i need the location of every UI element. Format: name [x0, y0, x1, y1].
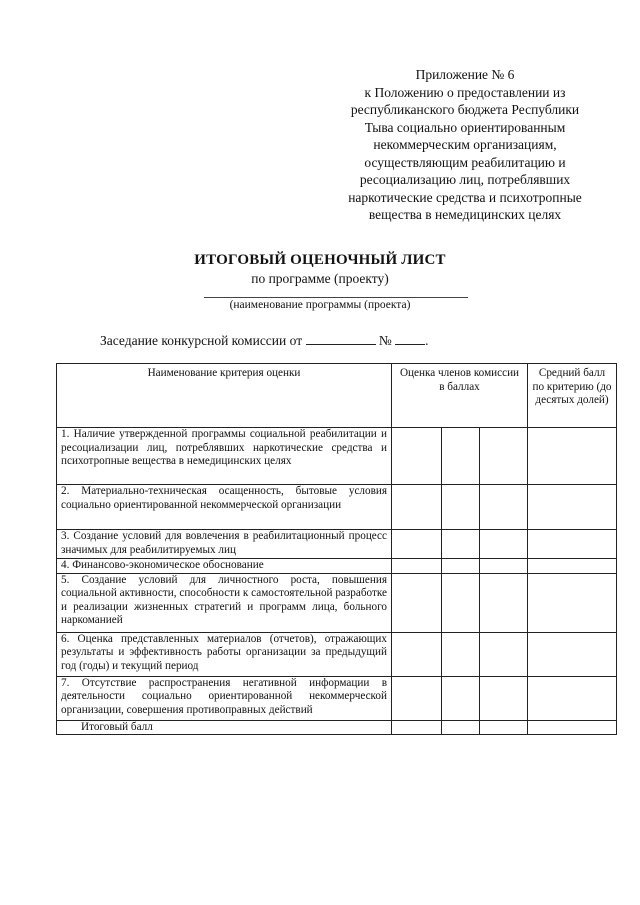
score-cell [442, 573, 480, 632]
meeting-number-blank [395, 332, 425, 345]
appendix-line: некоммерческим организациям, [373, 137, 557, 152]
appendix-line: Приложение № 6 [415, 67, 515, 82]
total-label: Итоговый балл [57, 720, 392, 735]
header-criterion: Наименование критерия оценки [57, 364, 392, 428]
meeting-date-blank [306, 332, 376, 345]
meeting-label: Заседание конкурсной комиссии [100, 333, 287, 348]
score-cell [442, 676, 480, 720]
score-cell [442, 530, 480, 559]
score-cell [392, 676, 442, 720]
table-row [57, 485, 617, 530]
score-cell [480, 676, 528, 720]
score-cell [442, 720, 480, 735]
score-cell [480, 530, 528, 559]
criterion-cell: 5. Создание условий для личностного роста, повышения социальной активности, способности к самостоятельной разработке и реализации жизненных стратегий и программ лица, больного наркоманией [57, 573, 392, 632]
header-average: Средний балл по критерию (до десятых долей) [528, 364, 617, 428]
average-cell [528, 573, 617, 632]
criterion-cell: 1. Наличие утвержденной программы социальной реабилитации и ресоциализации лиц, потреблявших наркотические средства и психотропные вещества в немедицинских целях [57, 428, 392, 485]
average-cell [528, 720, 617, 735]
document-subtitle: по программе (проекту) [251, 271, 389, 286]
criterion-cell: 6. Оценка представленных материалов (отчетов), отражающих результаты и эффективность работы организации за предыдущий год (годы) и текущий период [57, 632, 392, 676]
program-name-caption: (наименование программы (проекта) [229, 299, 411, 311]
criterion-cell: 7. Отсутствие распространения негативной информации в деятельности социально ориентированной некоммерческой организации, совершения противоправных действий [57, 676, 392, 720]
program-name-line [204, 297, 468, 298]
header-members: Оценка членов комиссии в баллах [392, 364, 528, 428]
appendix-block [330, 66, 600, 224]
score-cell [392, 485, 442, 530]
table-row [57, 676, 617, 720]
score-cell [442, 559, 480, 574]
average-cell [528, 559, 617, 574]
score-cell [442, 485, 480, 530]
appendix-line: наркотические средства и психотропные [348, 189, 582, 205]
score-cell [480, 428, 528, 485]
average-cell [528, 530, 617, 559]
document-title: ИТОГОВЫЙ ОЦЕНОЧНЫЙ ЛИСТ [194, 252, 446, 268]
table-row [57, 559, 617, 574]
score-cell [392, 530, 442, 559]
meeting-number-sign: № [378, 333, 392, 348]
average-cell [528, 676, 617, 720]
table-row [57, 428, 617, 485]
score-cell [392, 720, 442, 735]
table-row [57, 573, 617, 632]
criteria-table [56, 363, 617, 735]
score-cell [392, 428, 442, 485]
meeting-end: . [425, 333, 429, 348]
criterion-cell: 4. Финансово-экономическое обоснование [57, 559, 392, 574]
table-header-row [57, 364, 617, 428]
score-cell [392, 573, 442, 632]
appendix-line: осуществляющим реабилитацию и [364, 154, 566, 170]
table-row [57, 530, 617, 559]
score-cell [480, 573, 528, 632]
score-cell [442, 632, 480, 676]
score-cell [392, 632, 442, 676]
appendix-line: Тыва социально ориентированным [364, 119, 566, 135]
average-cell [528, 485, 617, 530]
appendix-line: ресоциализацию лиц, потреблявших [359, 172, 571, 187]
score-cell [480, 559, 528, 574]
score-cell [392, 559, 442, 574]
average-cell [528, 428, 617, 485]
criterion-cell: 2. Материально-техническая осащенность, бытовые условия социально ориентированной некоммерческой организации [57, 485, 392, 530]
total-row [57, 720, 617, 735]
appendix-line: вещества в немедицинских целях [368, 207, 562, 222]
meeting-from: от [289, 333, 303, 348]
score-cell [442, 428, 480, 485]
appendix-line: республиканского бюджета Республики [350, 102, 580, 117]
criterion-cell: 3. Создание условий для вовлечения в реабилитационный процесс значимых для реабилитируемых лиц [57, 530, 392, 559]
meeting-line [100, 332, 429, 349]
average-cell [528, 632, 617, 676]
score-cell [480, 720, 528, 735]
score-cell [480, 632, 528, 676]
score-cell [480, 485, 528, 530]
table-row [57, 632, 617, 676]
appendix-line: к Положению о предоставлении из [364, 84, 566, 100]
